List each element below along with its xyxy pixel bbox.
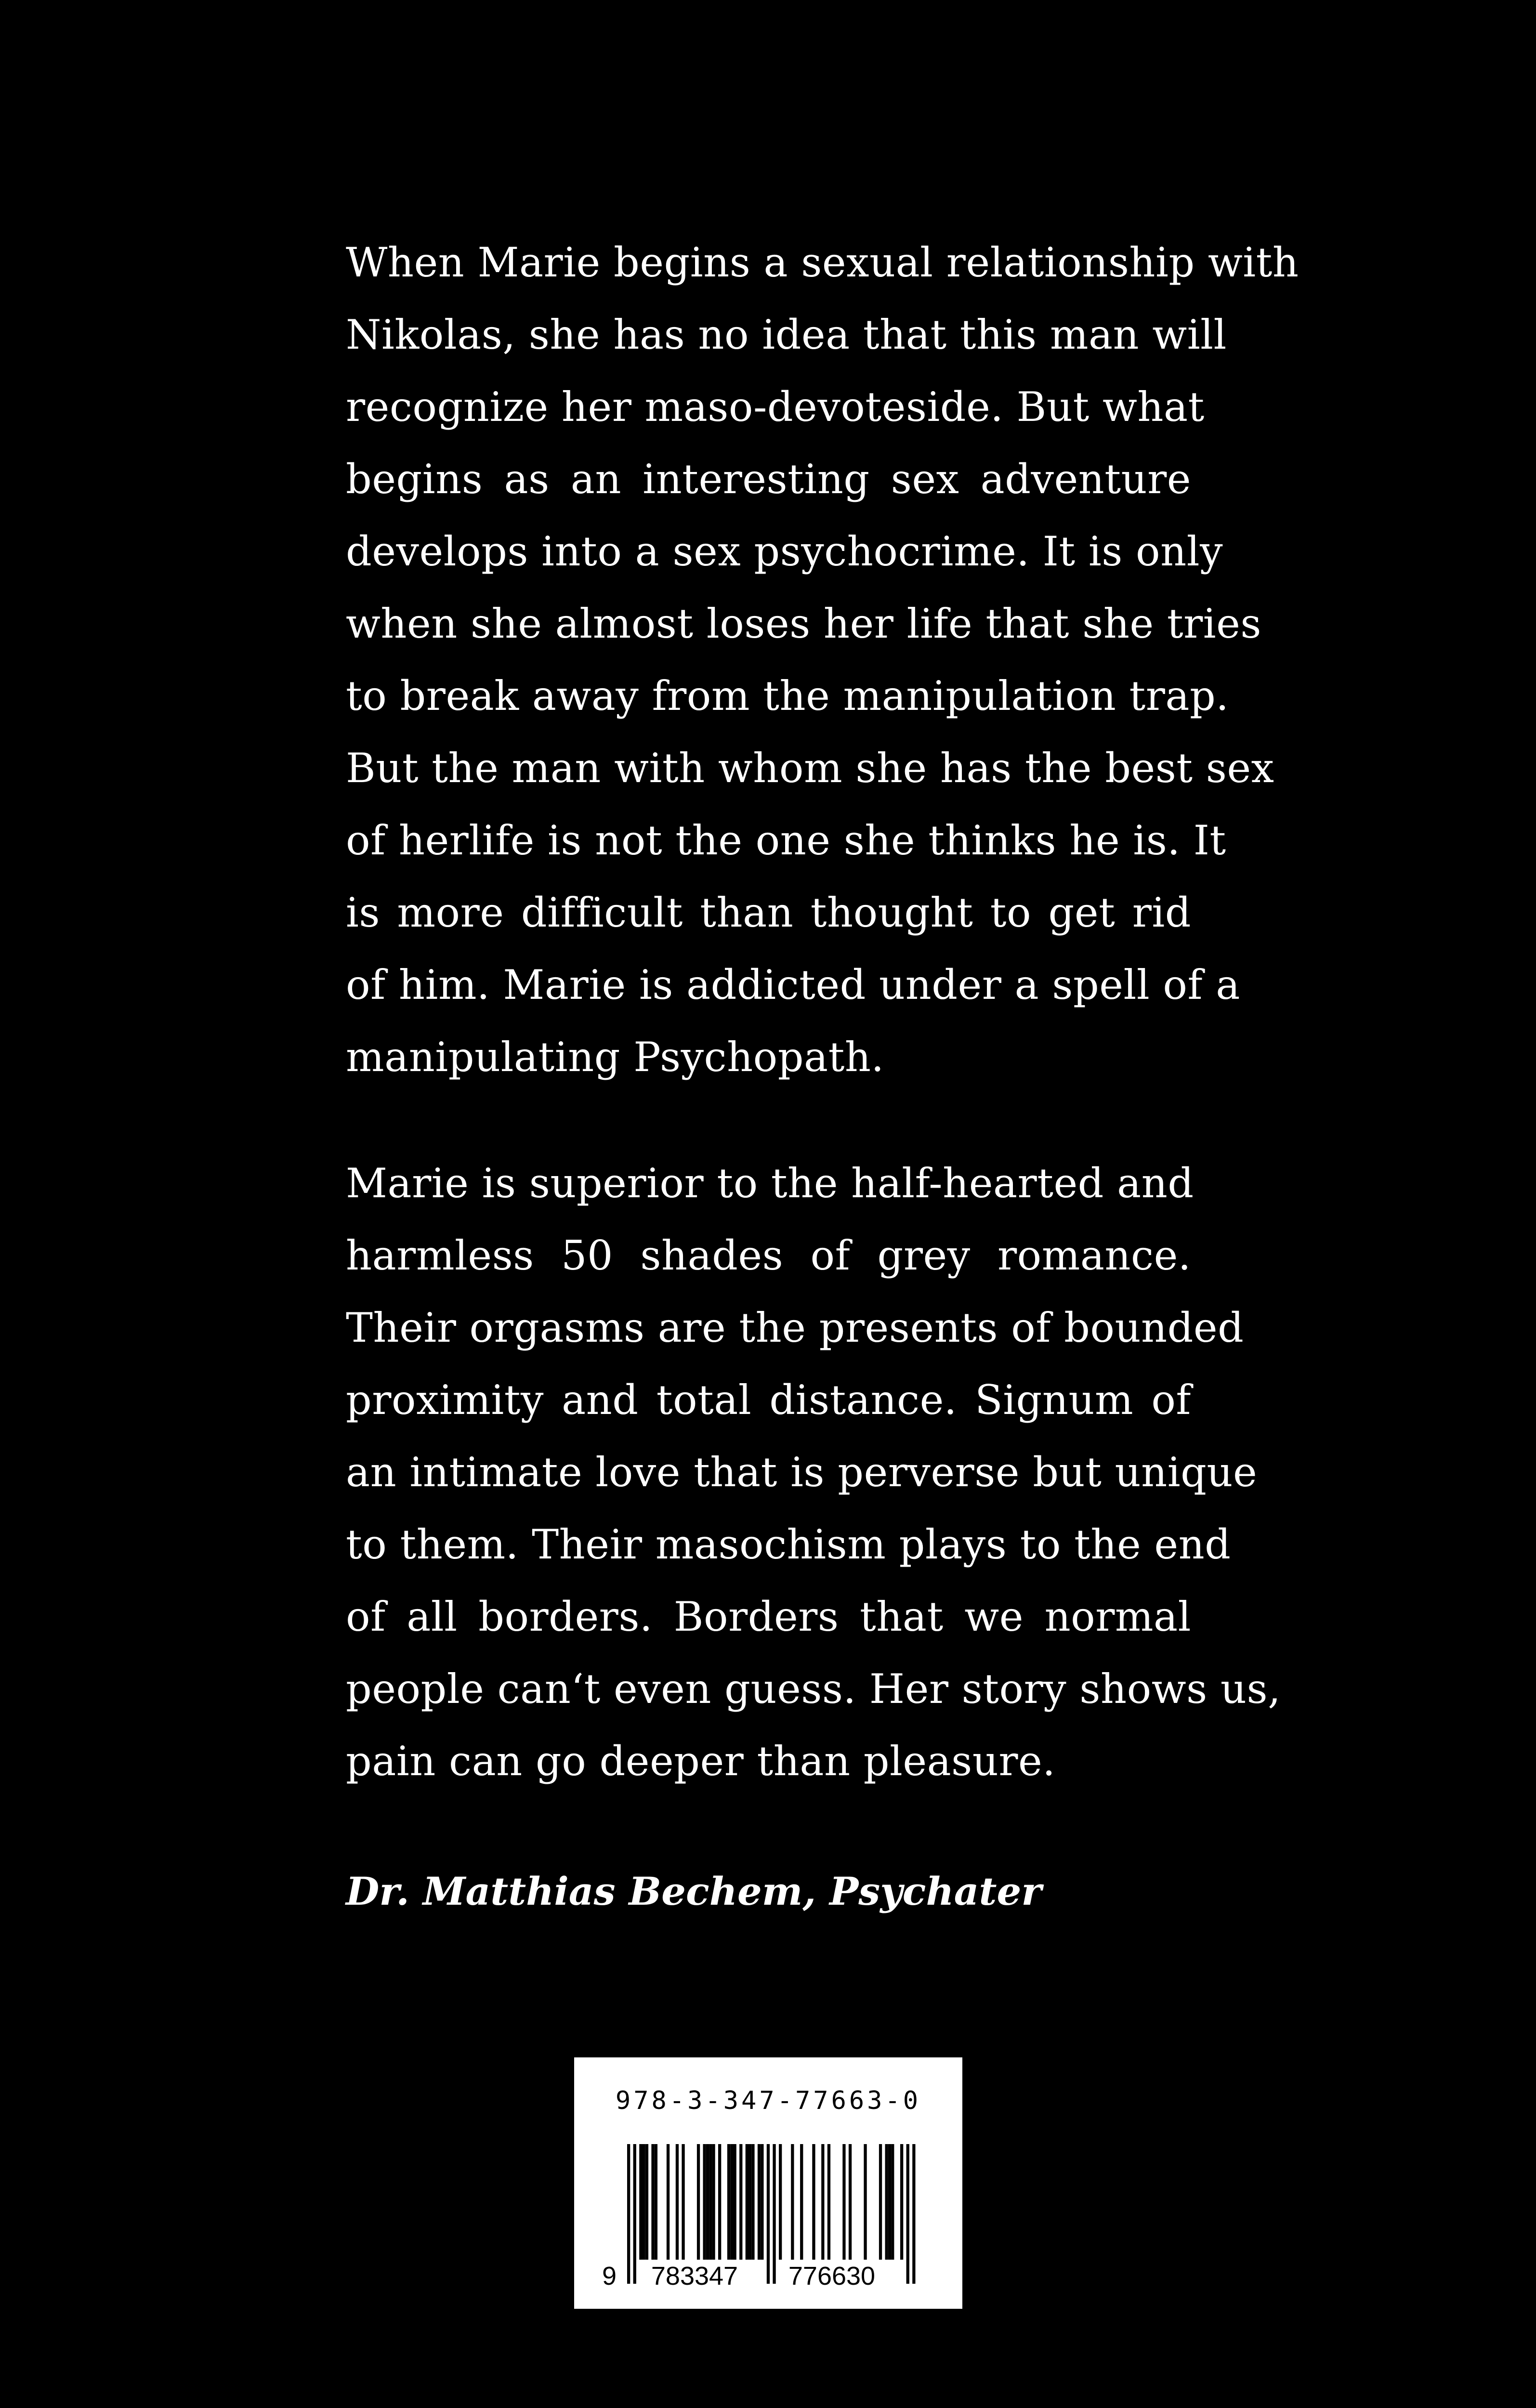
barcode-bar bbox=[718, 2144, 721, 2260]
barcode-bar bbox=[727, 2144, 730, 2260]
barcode-bar bbox=[779, 2144, 782, 2260]
blurb-line: manipulating Psychopath. bbox=[346, 1034, 884, 1081]
barcode-bar bbox=[812, 2144, 815, 2260]
blurb-line: when she almost loses her life that she tries bbox=[346, 600, 1261, 647]
blurb-line: Marie is superior to the half-hearted and bbox=[346, 1160, 1194, 1207]
blurb-line: of all borders. Borders that we normal bbox=[346, 1593, 1191, 1640]
barcode-bar bbox=[767, 2144, 770, 2284]
barcode-bar bbox=[639, 2144, 642, 2260]
blurb-line: begins as an interesting sex adventure bbox=[346, 456, 1191, 503]
barcode-bar bbox=[885, 2144, 888, 2260]
blurb-line: pain can go deeper than pleasure. bbox=[346, 1738, 1056, 1785]
barcode-bar bbox=[746, 2144, 748, 2260]
blurb-line: is more difficult than thought to get rid bbox=[346, 889, 1191, 936]
barcode-bar bbox=[633, 2144, 636, 2284]
back-cover-blurb bbox=[346, 226, 1299, 1797]
blurb-line: proximity and total distance. Signum of bbox=[346, 1376, 1191, 1424]
barcode-bar bbox=[697, 2144, 700, 2260]
blurb-line: Nikolas, she has no idea that this man will bbox=[346, 311, 1227, 358]
barcode-bar bbox=[827, 2144, 830, 2260]
blurb-line: harmless 50 shades of grey romance. bbox=[346, 1232, 1191, 1279]
blurb-line: to them. Their masochism plays to the end bbox=[346, 1521, 1231, 1568]
barcode-bar bbox=[879, 2144, 882, 2260]
isbn-barcode bbox=[574, 2057, 962, 2309]
blurb-line: When Marie begins a sexual relationship with bbox=[346, 239, 1299, 286]
barcode-bar bbox=[627, 2144, 630, 2284]
barcode-bar bbox=[709, 2144, 712, 2260]
barcode-bar bbox=[651, 2144, 654, 2260]
barcode-digits-right: 776630 bbox=[788, 2262, 876, 2289]
barcode-bar bbox=[734, 2144, 736, 2260]
barcode-bars bbox=[598, 2144, 938, 2289]
blurb-line: But the man with whom she has the best sex bbox=[346, 745, 1274, 792]
barcode-bar bbox=[906, 2144, 909, 2284]
barcode-bar bbox=[751, 2144, 754, 2260]
blurb-line: Their orgasms are the presents of bounded bbox=[346, 1304, 1244, 1351]
barcode-digit-lead: 9 bbox=[602, 2262, 617, 2289]
blurb-line: an intimate love that is perverse but unique bbox=[346, 1449, 1258, 1496]
blurb-paragraph-2 bbox=[346, 1147, 1281, 1797]
barcode-bar bbox=[712, 2144, 715, 2260]
blurb-line: develops into a sex psychocrime. It is only bbox=[346, 528, 1223, 575]
barcode-bar bbox=[891, 2144, 894, 2260]
reviewer-signature: Dr. Matthias Bechem, Psychater bbox=[346, 1869, 1042, 1914]
barcode-digits-left: 783347 bbox=[651, 2262, 738, 2289]
barcode-bar bbox=[706, 2144, 709, 2260]
blurb-line: people can‘t even guess. Her story shows us, bbox=[346, 1665, 1281, 1713]
barcode-bar bbox=[761, 2144, 763, 2260]
barcode-bar bbox=[676, 2144, 679, 2260]
barcode-bar bbox=[912, 2144, 915, 2284]
barcode-bar bbox=[888, 2144, 891, 2260]
barcode-bar bbox=[773, 2144, 775, 2284]
barcode-bar bbox=[643, 2144, 645, 2260]
barcode-bar bbox=[849, 2144, 852, 2260]
barcode-bar bbox=[655, 2144, 657, 2260]
barcode-bar bbox=[682, 2144, 684, 2260]
blurb-line: to break away from the manipulation trap. bbox=[346, 672, 1229, 720]
blurb-line: recognize her maso-devoteside. But what bbox=[346, 383, 1205, 431]
barcode-bar bbox=[900, 2144, 903, 2260]
barcode-bar bbox=[864, 2144, 866, 2260]
barcode-bar bbox=[739, 2144, 742, 2260]
barcode-bar bbox=[748, 2144, 751, 2260]
barcode-bar bbox=[703, 2144, 706, 2260]
isbn-label: 978-3-347-77663-0 bbox=[615, 2086, 921, 2115]
blurb-paragraph-1 bbox=[346, 226, 1299, 1093]
barcode-bar bbox=[730, 2144, 733, 2260]
barcode-bar bbox=[758, 2144, 761, 2260]
paragraph-spacer bbox=[346, 1093, 1191, 1147]
barcode-bar bbox=[645, 2144, 648, 2260]
blurb-line: of him. Marie is addicted under a spell of a bbox=[346, 961, 1240, 1008]
barcode-bar bbox=[842, 2144, 845, 2260]
barcode-bar bbox=[800, 2144, 803, 2260]
barcode-bar bbox=[791, 2144, 794, 2260]
blurb-line: of herlife is not the one she thinks he is. It bbox=[346, 817, 1226, 864]
barcode-bar bbox=[821, 2144, 824, 2260]
barcode-bar bbox=[667, 2144, 670, 2260]
